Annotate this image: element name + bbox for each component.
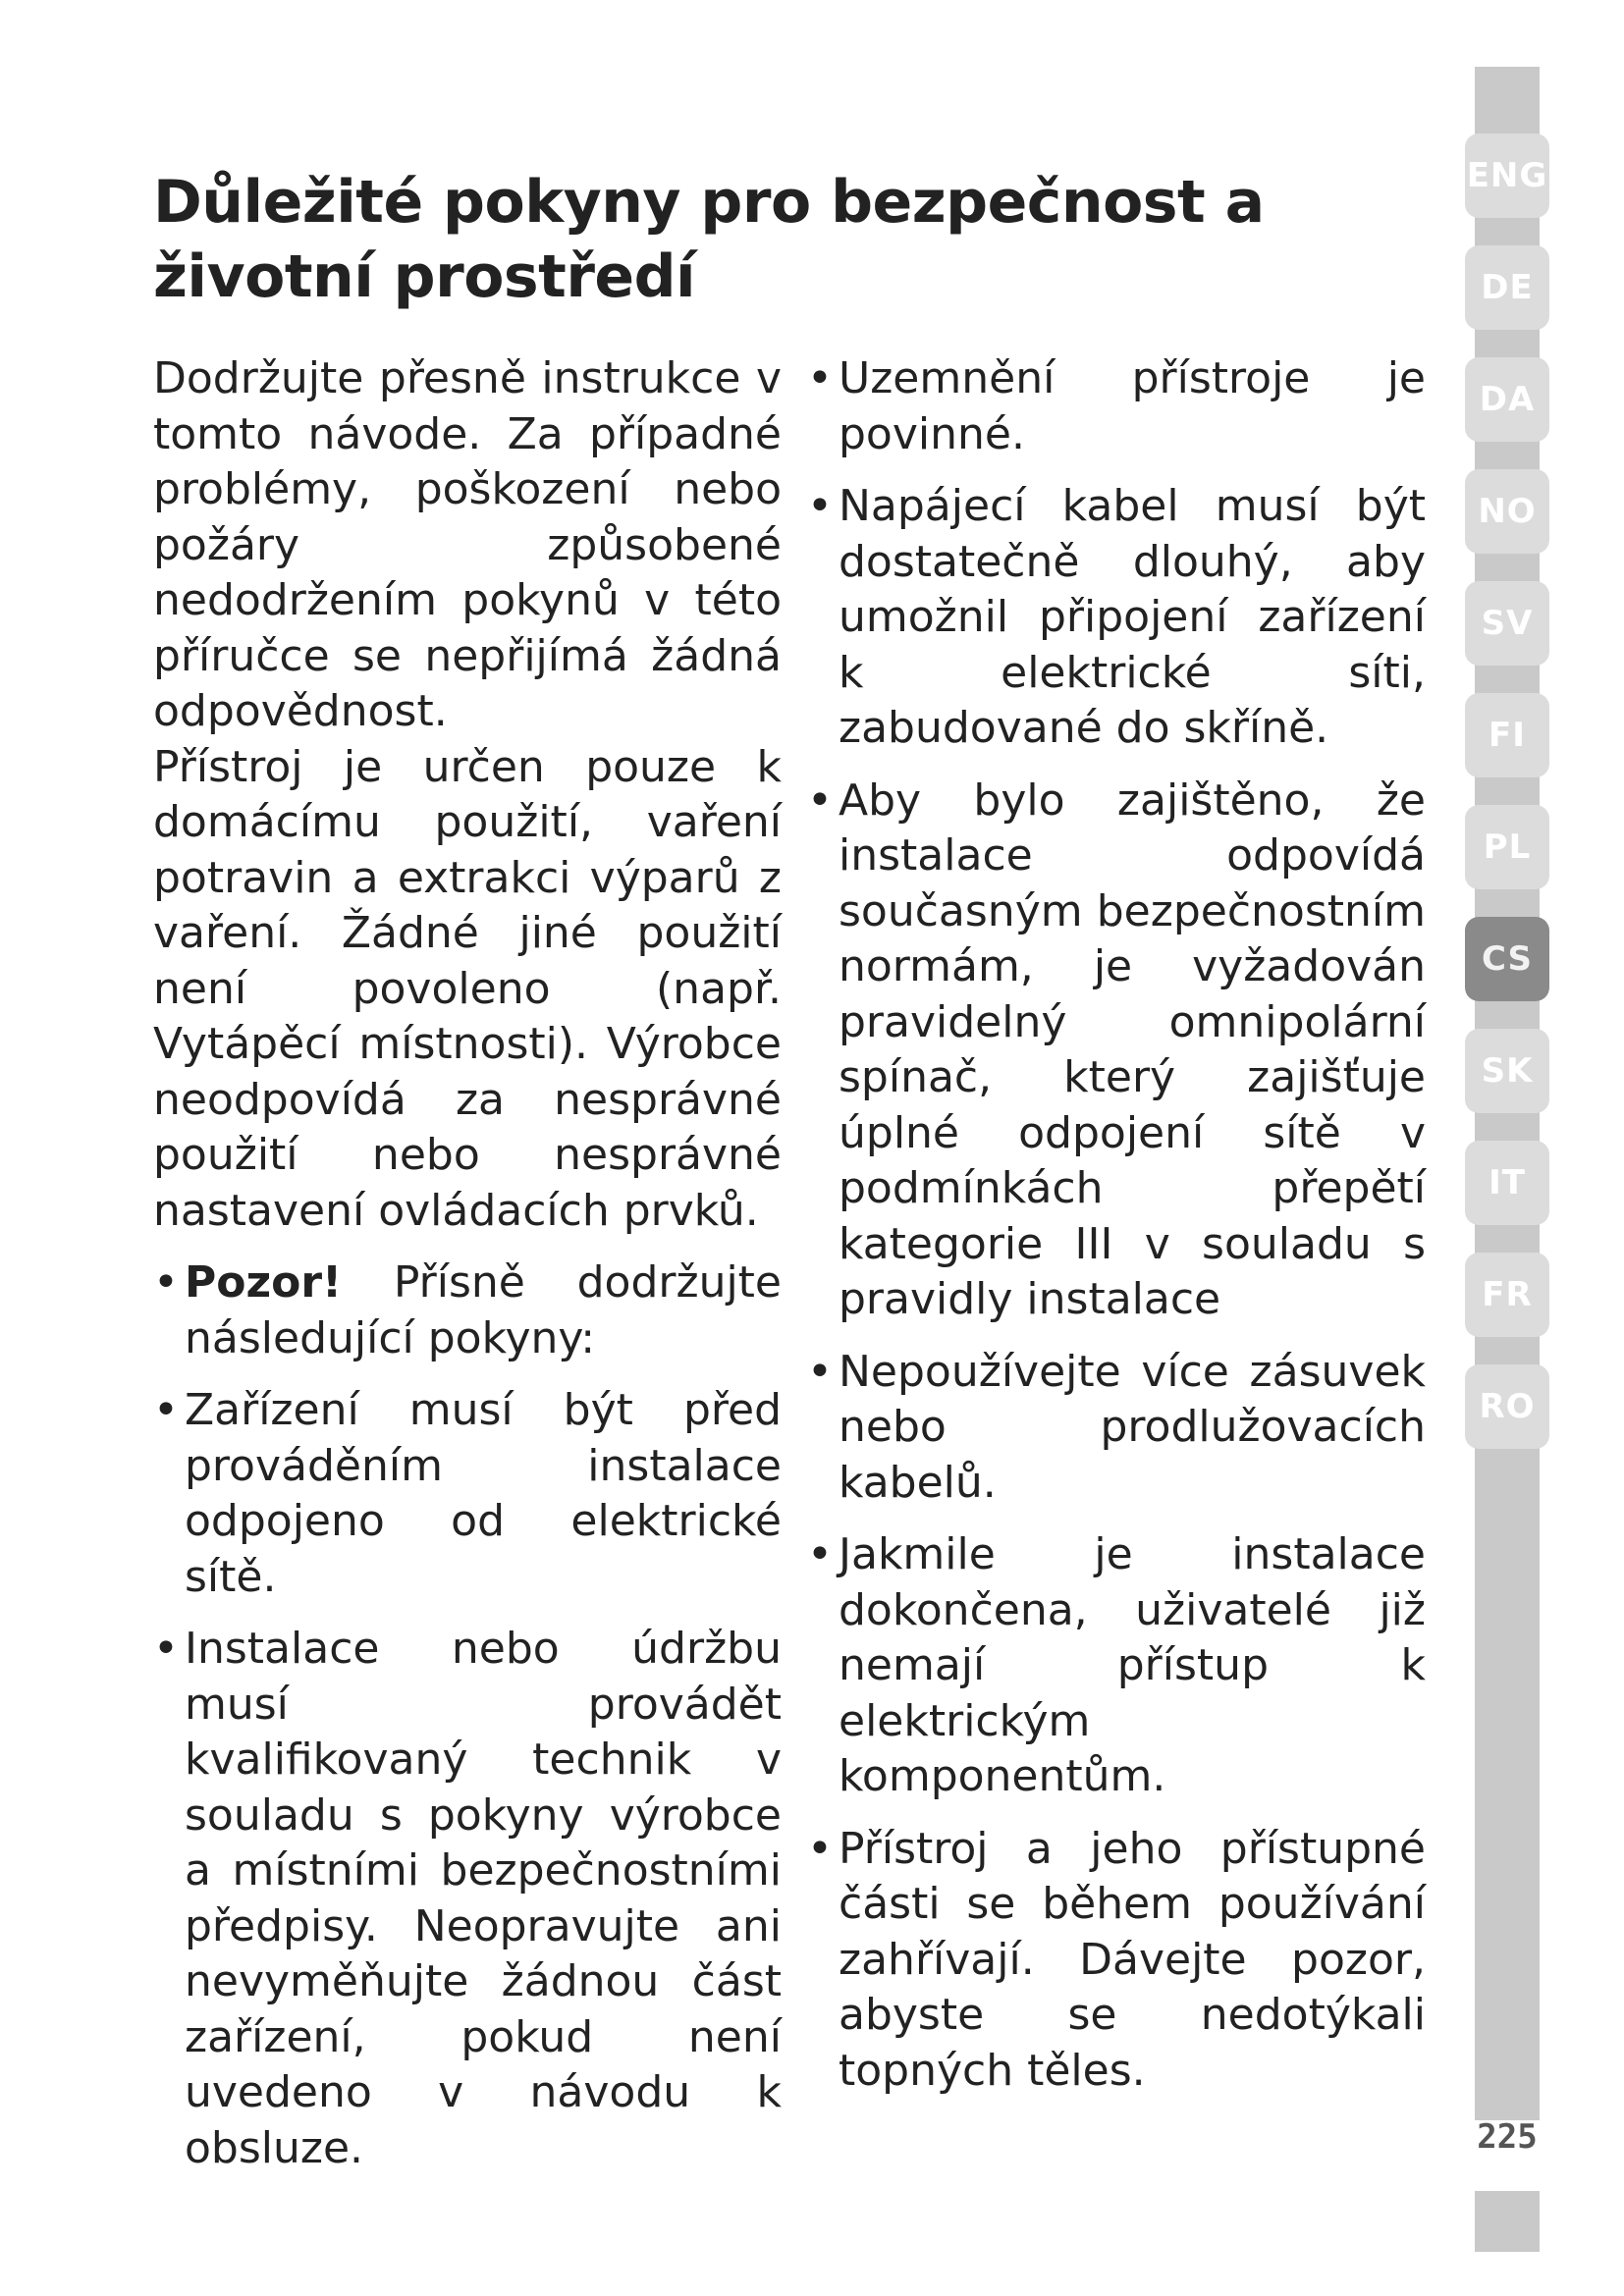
language-tab-it[interactable]: IT (1465, 1141, 1549, 1225)
list-item: • Nepoužívejte více zásuvek nebo prodlužovacích kabelů. (807, 1345, 1426, 1512)
intro-paragraph-1: Dodržujte přesně instrukce v tomto návode. Za případné problémy, poškození nebo požáry způsobené nedodržením pokynů v této příručce se nepřijímá žádná odpovědnost. (153, 353, 782, 736)
language-tab-fi[interactable]: FI (1465, 693, 1549, 777)
language-strip-footer (1475, 2191, 1540, 2252)
language-tab-ro[interactable]: RO (1465, 1364, 1549, 1449)
list-item: • Přístroj a jeho přístupné části se během používání zahřívají. Dávejte pozor, abyste se nedotýkali topných těles. (807, 1822, 1426, 2100)
language-tab-eng[interactable]: ENG (1465, 133, 1549, 218)
language-tab-sk[interactable]: SK (1465, 1029, 1549, 1113)
list-item: • Instalace nebo údržbu musí provádět kvalifikovaný technik v souladu s pokyny výrobce a místními bezpečnostními předpisy. Neopravujte ani nevyměňujte žádnou část zařízení, pokud není uvedeno v návodu k obsluze. (153, 1622, 782, 2176)
warning-item (153, 1255, 782, 1366)
intro-paragraph-2: Přístroj je určen pouze k domácímu použití, vaření potravin a extrakci výparů z vaření. Žádné jiné použití není povoleno (např. Vytápěcí místnosti). Výrobce neodpovídá za nesprávné použití nebo nesprávné nastavení ovládacích prvků. (153, 741, 782, 1236)
list-item: • Napájecí kabel musí být dostatečně dlouhý, aby umožnil připojení zařízení k elektrické síti, zabudované do skříně. (807, 479, 1426, 757)
language-tab-fr[interactable]: FR (1465, 1253, 1549, 1337)
language-tab-sv[interactable]: SV (1465, 581, 1549, 666)
language-tab-da[interactable]: DA (1465, 357, 1549, 442)
language-tab-cs[interactable]: CS (1465, 917, 1549, 1001)
list-item: • Jakmile je instalace dokončena, uživatelé již nemají přístup k elektrickým komponentům. (807, 1527, 1426, 1805)
page-number: 225 (1477, 2117, 1538, 2157)
language-tab-no[interactable]: NO (1465, 469, 1549, 554)
language-tab-pl[interactable]: PL (1465, 805, 1549, 889)
left-bullet-list (153, 1255, 782, 2176)
right-column (807, 351, 1426, 2115)
list-item: • Zařízení musí být před prováděním instalace odpojeno od elektrické sítě. (153, 1383, 782, 1605)
left-column (153, 351, 782, 2193)
page-title: Důležité pokyny pro bezpečnost a životní prostředí (153, 168, 1265, 311)
right-bullet-list (807, 351, 1426, 2099)
warning-text: Přísně dodržujte následující pokyny: (185, 1257, 782, 1363)
language-tab-de[interactable]: DE (1465, 245, 1549, 330)
warning-label: Pozor! (185, 1257, 343, 1308)
list-item: • Aby bylo zajištěno, že instalace odpovídá současným bezpečnostním normám, je vyžadován pravidelný omnipolární spínač, který zajišťuje úplné odpojení sítě v podmínkách přepětí kategorie III v souladu s pravidly instalace (807, 774, 1426, 1328)
list-item: • Uzemnění přístroje je povinné. (807, 351, 1426, 462)
